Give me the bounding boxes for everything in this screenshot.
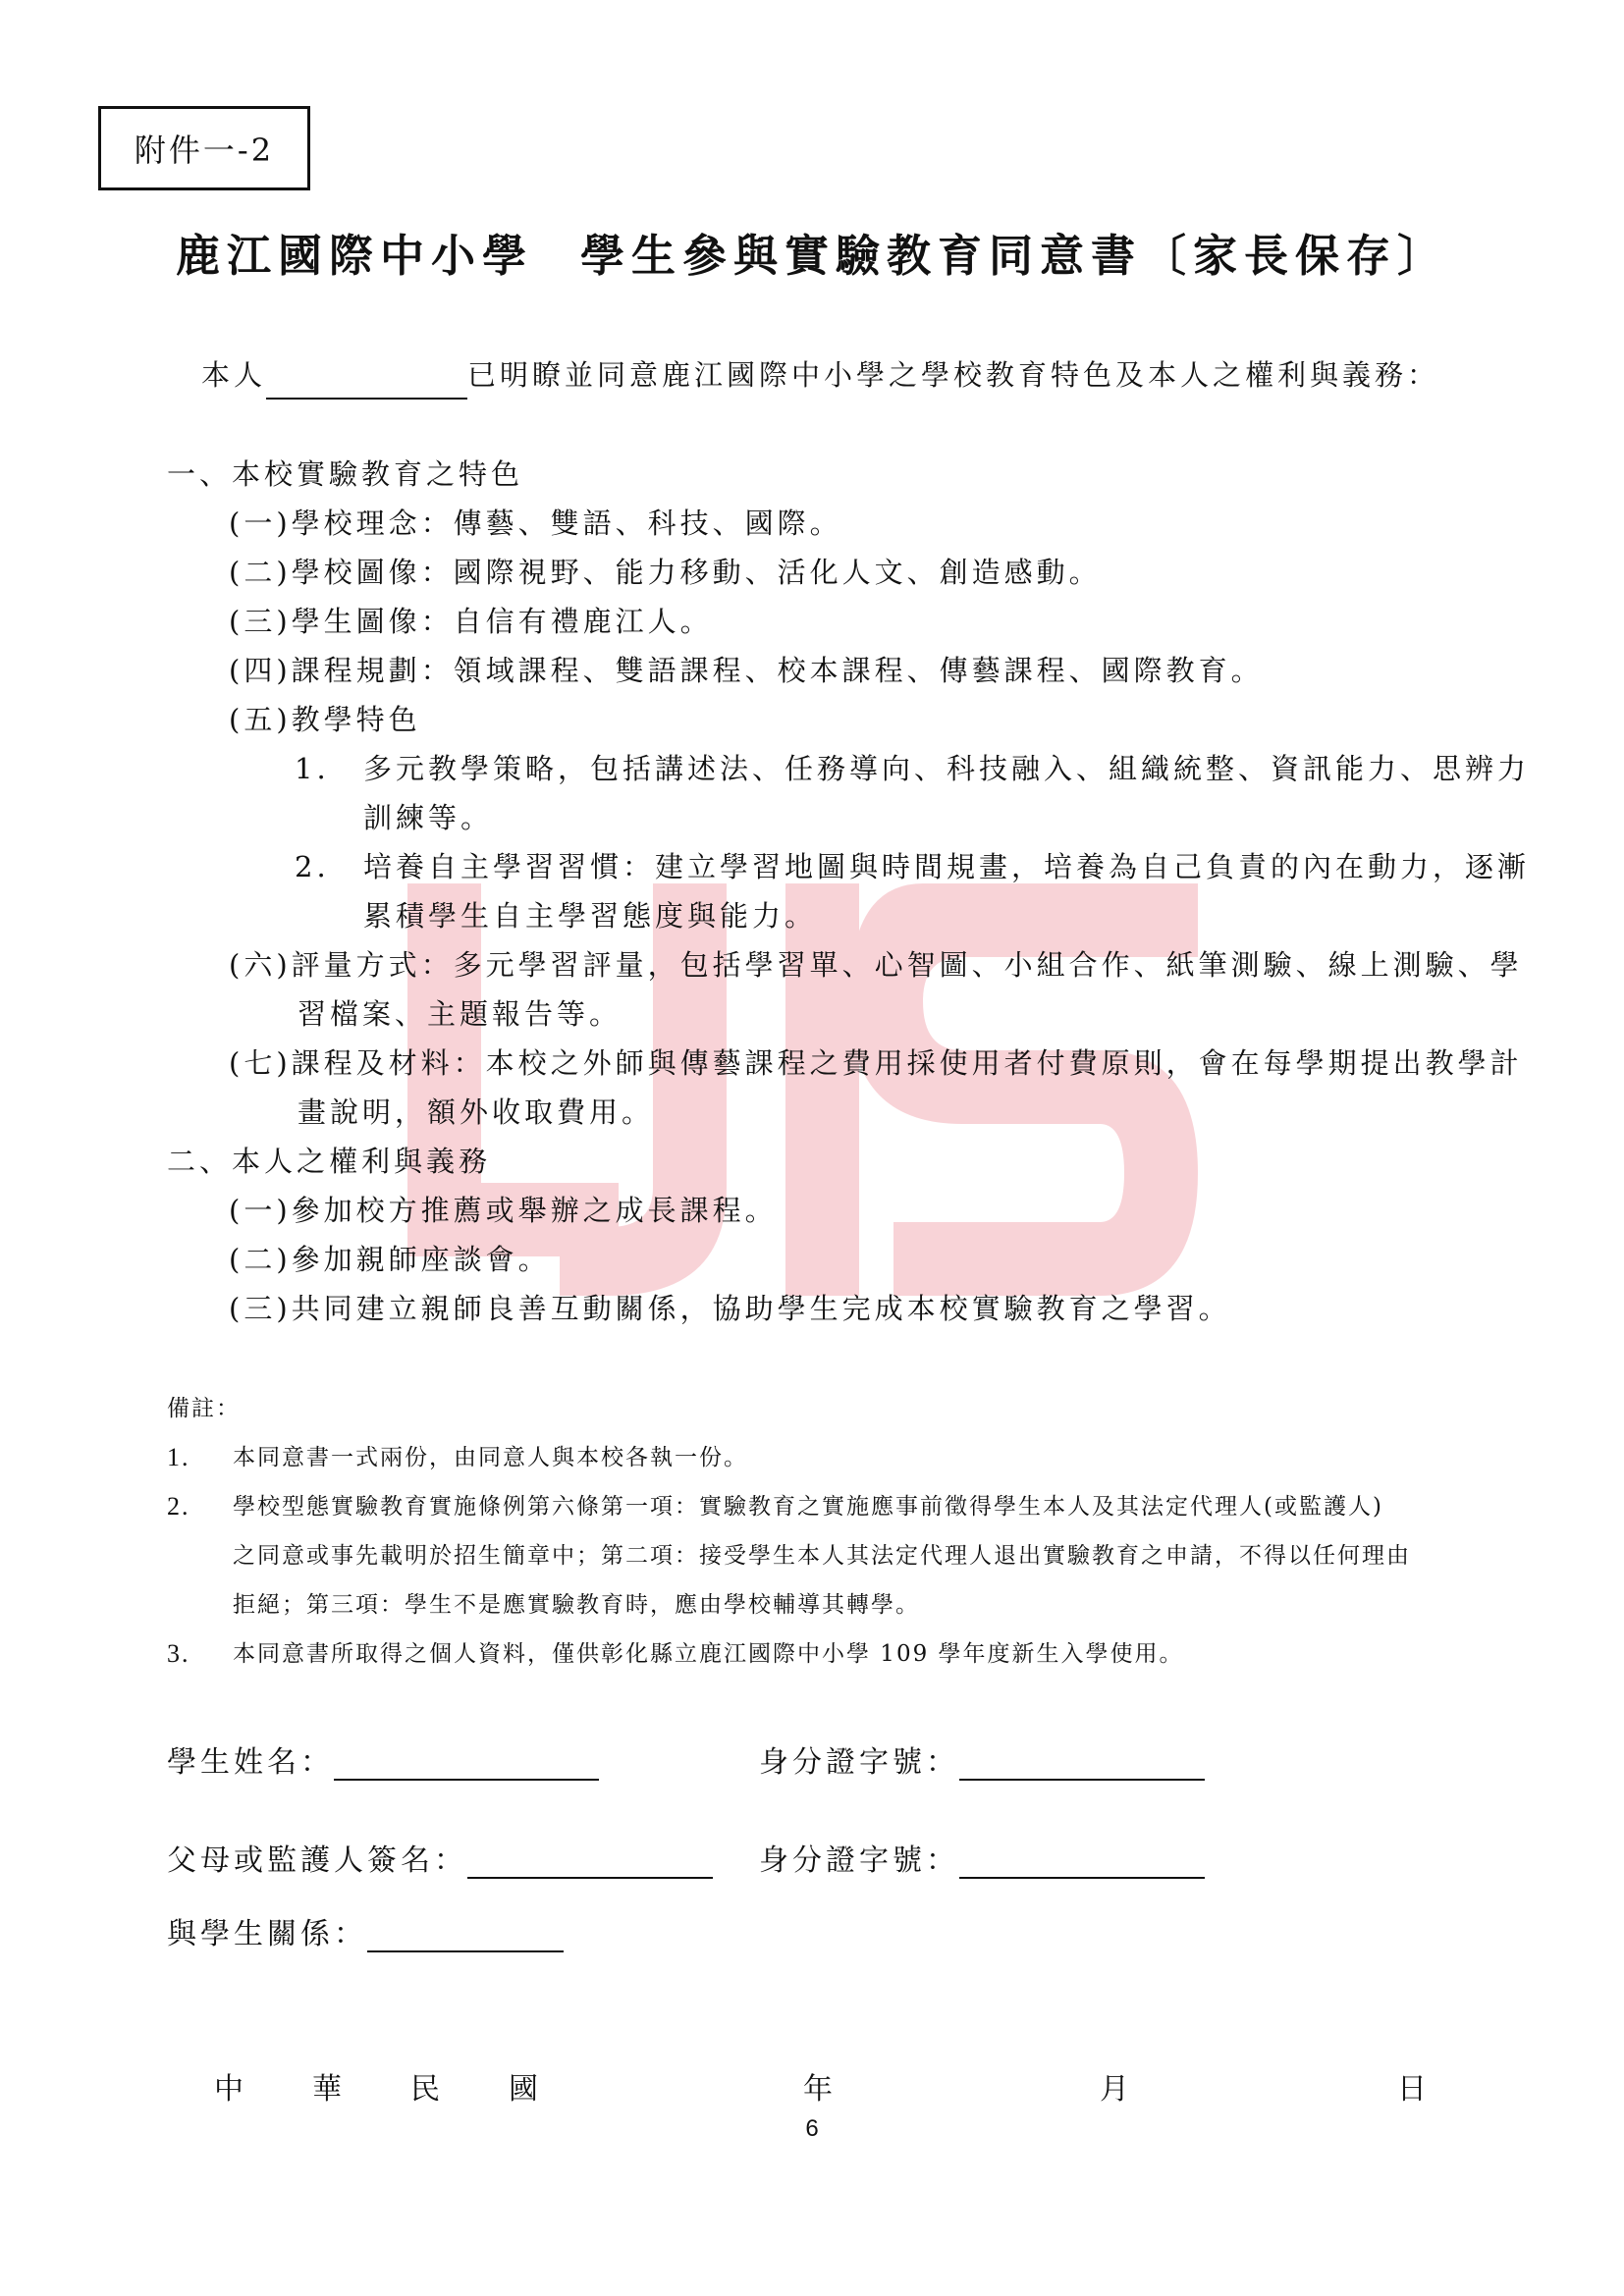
list-item: (七)課程及材料：本校之外師與傳藝課程之費用採使用者付費原則，會在每學期提出教學計 <box>229 1046 1523 1080</box>
guardian-id-label: 身分證字號： <box>759 1843 959 1878</box>
teaching-text: 培養自主學習習慣：建立學習地圖與時間規畫，培養為自己負責的內在動力，逐漸 <box>363 850 1531 883</box>
list-item: (三)共同建立親師良善互動關係，協助學生完成本校實驗教育之學習。 <box>229 1292 1231 1325</box>
attachment-tag-label: 附件一-2 <box>134 132 275 169</box>
relationship-blank[interactable] <box>367 1917 564 1952</box>
section1-heading: 一、本校實驗教育之特色 <box>167 457 524 491</box>
title-school: 鹿江國際中小學 <box>175 230 533 282</box>
list-item: (一)學校理念：傳藝、雙語、科技、國際。 <box>229 507 842 540</box>
note-text: 本同意書一式兩份，由同意人與本校各執一份。 <box>233 1445 748 1470</box>
date-era-char: 華 <box>312 2072 342 2107</box>
intro-statement <box>201 350 1439 400</box>
note-num: 3. <box>167 1639 190 1668</box>
guardian-id-blank[interactable] <box>959 1843 1205 1879</box>
date-month: 月 <box>1100 2072 1129 2107</box>
list-item: (五)教學特色 <box>229 703 421 736</box>
attachment-tag <box>98 106 310 190</box>
note-num: 2. <box>167 1492 190 1521</box>
date-day: 日 <box>1397 2072 1427 2107</box>
section2-heading: 二、本人之權利與義務 <box>167 1145 492 1178</box>
intro-suffix: 已明瞭並同意鹿江國際中小學之學校教育特色及本人之權利與義務： <box>467 358 1440 392</box>
guardian-signature-field <box>167 1836 713 1879</box>
teaching-text: 多元教學策略，包括講述法、任務導向、科技融入、組織統整、資訊能力、思辨力 <box>363 752 1531 785</box>
teaching-num: 1. <box>295 752 330 785</box>
list-item: (三)學生圖像：自信有禮鹿江人。 <box>229 605 713 638</box>
student-id-field <box>759 1737 1205 1781</box>
list-item: (一)參加校方推薦或舉辦之成長課程。 <box>229 1194 778 1227</box>
list-item: 畫說明，額外收取費用。 <box>298 1095 655 1129</box>
student-id-label: 身分證字號： <box>759 1745 959 1780</box>
date-era-char: 民 <box>410 2072 440 2107</box>
student-id-blank[interactable] <box>959 1745 1205 1781</box>
list-item: (二)學校圖像：國際視野、能力移動、活化人文、創造感動。 <box>229 556 1102 589</box>
title-subject: 學生參與實驗教育同意書〔家長保存〕 <box>580 230 1449 282</box>
date-year: 年 <box>803 2072 833 2107</box>
name-blank[interactable] <box>266 364 467 400</box>
note-text: 學校型態實驗教育實施條例第六條第一項：實驗教育之實施應事前徵得學生本人及其法定代理人(或監護人) <box>233 1494 1383 1520</box>
list-item: (四)課程規劃：領域課程、雙語課程、校本課程、傳藝課程、國際教育。 <box>229 654 1264 687</box>
list-item: (二)參加親師座談會。 <box>229 1243 551 1276</box>
page-number: 6 <box>805 2115 819 2142</box>
note-text: 拒絕；第三項：學生不是應實驗教育時，應由學校輔導其轉學。 <box>233 1592 920 1618</box>
notes-heading: 備註： <box>167 1396 241 1421</box>
note-text: 本同意書所取得之個人資料，僅供彰化縣立鹿江國際中小學 109 學年度新生入學使用。 <box>233 1641 1184 1667</box>
date-era-char: 國 <box>509 2072 538 2107</box>
guardian-signature-blank[interactable] <box>467 1843 713 1879</box>
student-name-label: 學生姓名： <box>167 1745 334 1780</box>
student-name-field <box>167 1737 599 1781</box>
student-name-blank[interactable] <box>334 1745 599 1781</box>
note-num: 1. <box>167 1443 190 1471</box>
date-era-char: 中 <box>214 2072 244 2107</box>
guardian-signature-label: 父母或監護人簽名： <box>167 1843 467 1878</box>
teaching-num: 2. <box>295 850 330 883</box>
list-item: 習檔案、主題報告等。 <box>298 997 623 1031</box>
intro-prefix: 本人 <box>201 358 267 392</box>
list-item: (六)評量方式：多元學習評量，包括學習單、心智圖、小組合作、紙筆測驗、線上測驗、學 <box>229 948 1523 982</box>
relationship-field <box>167 1909 564 1952</box>
teaching-text: 累積學生自主學習態度與能力。 <box>363 899 818 933</box>
relationship-label: 與學生關係： <box>167 1917 367 1951</box>
document-title <box>0 220 1624 284</box>
note-text: 之同意或事先載明於招生簡章中；第二項：接受學生本人其法定代理人退出實驗教育之申請，不得以任何理由 <box>233 1543 1411 1569</box>
guardian-id-field <box>759 1836 1205 1879</box>
teaching-text: 訓練等。 <box>363 801 494 834</box>
